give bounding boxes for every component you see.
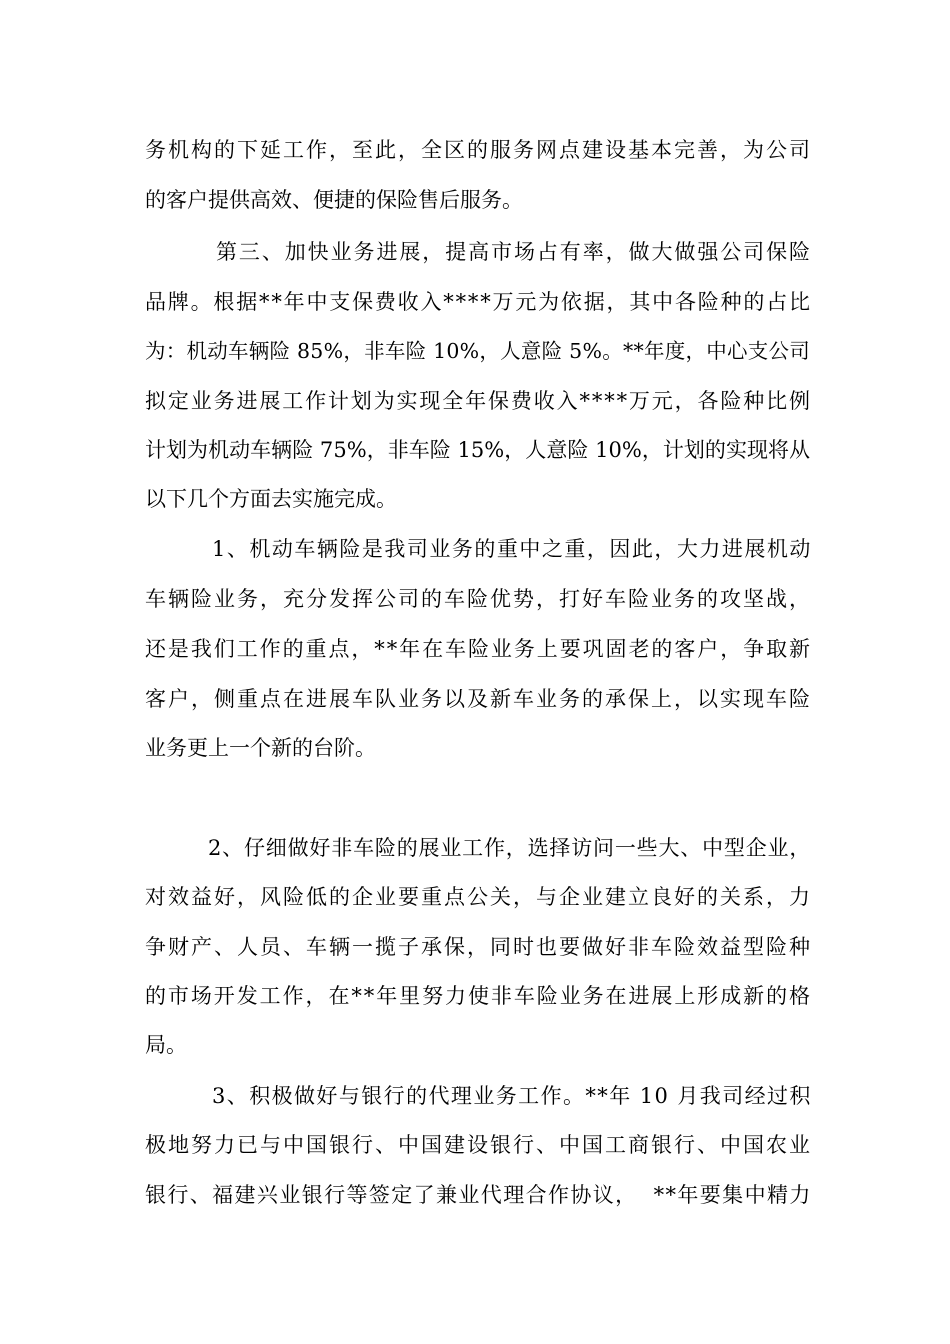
paragraph-4-line-5: 局。 — [145, 1033, 187, 1057]
paragraph-4-line-1: 2、仔细做好非车险的展业工作，选择访问一些大、中型企业， — [208, 836, 812, 860]
paragraph-2-line-1: 第三、加快业务进展，提高市场占有率，做大做强公司保险 — [216, 240, 812, 264]
paragraph-1-line-2: 的客户提供高效、便捷的保险售后服务。 — [145, 188, 523, 212]
paragraph-3-line-3: 还是我们工作的重点，**年在车险业务上要巩固老的客户，争取新 — [145, 637, 812, 661]
paragraph-4-line-3: 争财产、人员、车辆一揽子承保，同时也要做好非车险效益型险种 — [145, 935, 812, 959]
paragraph-5-line-2: 极地努力已与中国银行、中国建设银行、中国工商银行、中国农业 — [145, 1133, 812, 1157]
paragraph-5-line-1: 3、积极做好与银行的代理业务工作。**年 10 月我司经过积 — [212, 1084, 812, 1108]
paragraph-4-line-2: 对效益好，风险低的企业要重点公关，与企业建立良好的关系，力 — [145, 885, 812, 909]
paragraph-3-line-5: 业务更上一个新的台阶。 — [145, 736, 376, 760]
paragraph-3-line-2: 车辆险业务，充分发挥公司的车险优势，打好车险业务的攻坚战， — [145, 587, 812, 611]
paragraph-2-line-5: 计划为机动车辆险 75%，非车险 15%，人意险 10%，计划的实现将从 — [145, 438, 811, 462]
paragraph-5-line-3: 银行、福建兴业银行等签定了兼业代理合作协议， **年要集中精力 — [145, 1183, 812, 1207]
paragraph-2-line-3: 为：机动车辆险 85%，非车险 10%，人意险 5%。**年度，中心支公司 — [145, 339, 810, 363]
paragraph-2-line-4: 拟定业务进展工作计划为实现全年保费收入****万元，各险种比例 — [145, 389, 812, 413]
paragraph-2-line-2: 品牌。根据**年中支保费收入****万元为依据，其中各险种的占比 — [145, 290, 812, 314]
paragraph-3-line-4: 客户，侧重点在进展车队业务以及新车业务的承保上，以实现车险 — [145, 687, 812, 711]
paragraph-1-line-1: 务机构的下延工作，至此，全区的服务网点建设基本完善，为公司 — [145, 138, 812, 162]
paragraph-3-line-1: 1、机动车辆险是我司业务的重中之重，因此，大力进展机动 — [212, 537, 812, 561]
paragraph-4-line-4: 的市场开发工作，在**年里努力使非车险业务在进展上形成新的格 — [145, 984, 812, 1008]
paragraph-2-line-6: 以下几个方面去实施完成。 — [145, 487, 397, 511]
